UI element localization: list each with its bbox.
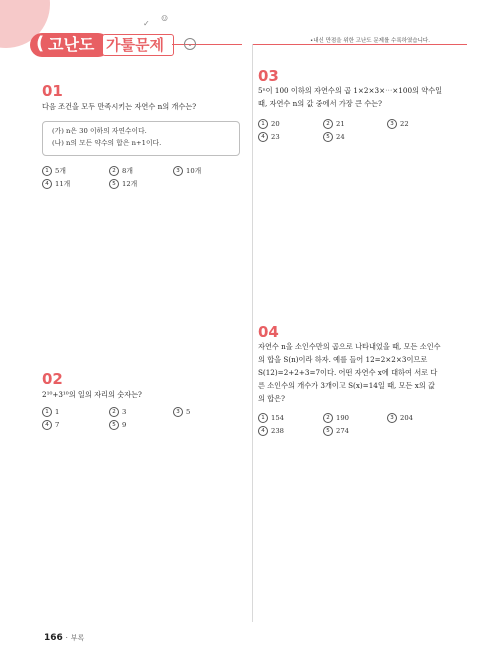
question-text: 의 합은? [258, 394, 285, 403]
question-text: 자연수 n을 소인수만의 곱으로 나타내었을 때, 모든 소인수 [258, 342, 441, 351]
header-bracket: ( [36, 33, 45, 54]
answer-choice[interactable] [42, 420, 59, 430]
answer-choice[interactable] [323, 132, 345, 142]
answer-choice[interactable] [109, 166, 133, 176]
footer-separator: · [65, 634, 68, 642]
choice-label: 20 [271, 120, 280, 128]
choice-label: 5개 [55, 167, 66, 175]
question-number: 02 [42, 370, 63, 388]
choice-number-icon: 1 [258, 413, 268, 423]
choice-number-icon: 5 [323, 132, 333, 142]
choice-number-icon: 2 [109, 407, 119, 417]
header-divider-left [172, 44, 242, 45]
question-number: 03 [258, 67, 279, 85]
answer-choice[interactable] [387, 413, 413, 423]
choice-number-icon: 5 [323, 426, 333, 436]
answer-choice[interactable] [323, 426, 349, 436]
footer-section: 부록 [70, 634, 85, 642]
answer-choice[interactable] [258, 119, 280, 129]
choice-label: 3 [122, 408, 127, 416]
choice-number-icon: 4 [258, 426, 268, 436]
choice-number-icon: 4 [258, 132, 268, 142]
answer-choice[interactable] [323, 413, 349, 423]
choice-label: 238 [271, 427, 284, 435]
choice-label: 7 [55, 421, 60, 429]
answer-choice[interactable] [109, 407, 126, 417]
choice-number-icon: 3 [387, 413, 397, 423]
choice-number-icon: 4 [42, 420, 52, 430]
choice-label: 204 [400, 414, 413, 422]
question-text: S(12)=2+2+3=7이다. 어떤 자연수 x에 대하여 서로 다 [258, 368, 438, 377]
choice-number-icon: 2 [323, 413, 333, 423]
answer-choice[interactable] [258, 413, 284, 423]
choice-number-icon: 2 [109, 166, 119, 176]
choice-label: 1 [55, 408, 60, 416]
choice-label: 9 [122, 421, 127, 429]
question-text: 5ⁿ이 100 이하의 자연수의 곱 1×2×3×⋯×100의 약수일 [258, 86, 443, 95]
question-text: 른 소인수의 개수가 3개이고 S(x)=14일 때, 모든 x의 값 [258, 381, 435, 390]
question-text: 때, 자연수 n의 값 중에서 가장 큰 수는? [258, 99, 382, 108]
header-title-sub: 가툴문제 [106, 36, 164, 54]
choice-number-icon: 4 [42, 179, 52, 189]
check-icon: ✓ [143, 19, 150, 28]
question-number: 04 [258, 323, 279, 341]
choice-label: 22 [400, 120, 409, 128]
choice-number-icon: 5 [109, 179, 119, 189]
answer-choice[interactable] [109, 420, 126, 430]
choice-number-icon: 3 [173, 407, 183, 417]
answer-choice[interactable] [258, 132, 280, 142]
answer-choice[interactable] [387, 119, 409, 129]
answer-choice[interactable] [173, 166, 201, 176]
answer-choice[interactable] [173, 407, 190, 417]
question-text: 의 합을 S(n)이라 하자. 예를 들어 12=2×2×3이므로 [258, 355, 428, 364]
choice-label: 21 [336, 120, 345, 128]
choice-label: 190 [336, 414, 349, 422]
answer-choice[interactable] [109, 179, 137, 189]
choice-number-icon: 3 [173, 166, 183, 176]
column-divider [252, 44, 253, 622]
condition-line: (나) n의 모든 약수의 합은 n+1이다. [52, 139, 162, 147]
answer-choice[interactable] [42, 166, 66, 176]
choice-label: 23 [271, 133, 280, 141]
choice-label: 154 [271, 414, 284, 422]
choice-number-icon: 1 [42, 407, 52, 417]
question-text: 2¹⁰+3¹⁰의 일의 자리의 숫자는? [42, 390, 142, 399]
page-number: 166 [44, 633, 63, 643]
choice-number-icon: 5 [109, 420, 119, 430]
choice-label: 24 [336, 133, 345, 141]
choice-number-icon: 1 [42, 166, 52, 176]
choice-number-icon: 2 [323, 119, 333, 129]
choice-label: 5 [186, 408, 191, 416]
choice-number-icon: 3 [387, 119, 397, 129]
question-number: 01 [42, 82, 63, 100]
question-text: 다음 조건을 모두 만족시키는 자연수 n의 개수는? [42, 102, 197, 111]
header-title-main: 고난도 [48, 35, 95, 54]
choice-label: 10개 [186, 167, 202, 175]
chevron-down-icon: ⌄ [184, 38, 196, 50]
condition-line: (가) n은 30 이하의 자연수이다. [52, 127, 147, 135]
header-note: •내신 만점을 위한 고난도 문제를 수록하였습니다. [310, 38, 430, 44]
answer-choice[interactable] [42, 407, 59, 417]
choice-number-icon: 1 [258, 119, 268, 129]
choice-label: 11개 [55, 180, 71, 188]
choice-label: 12개 [122, 180, 138, 188]
choice-label: 8개 [122, 167, 133, 175]
answer-choice[interactable] [258, 426, 284, 436]
choice-label: 274 [336, 427, 349, 435]
answer-choice[interactable] [323, 119, 345, 129]
answer-choice[interactable] [42, 179, 70, 189]
face-icon: ☺ [161, 14, 169, 23]
page-footer [44, 632, 84, 644]
